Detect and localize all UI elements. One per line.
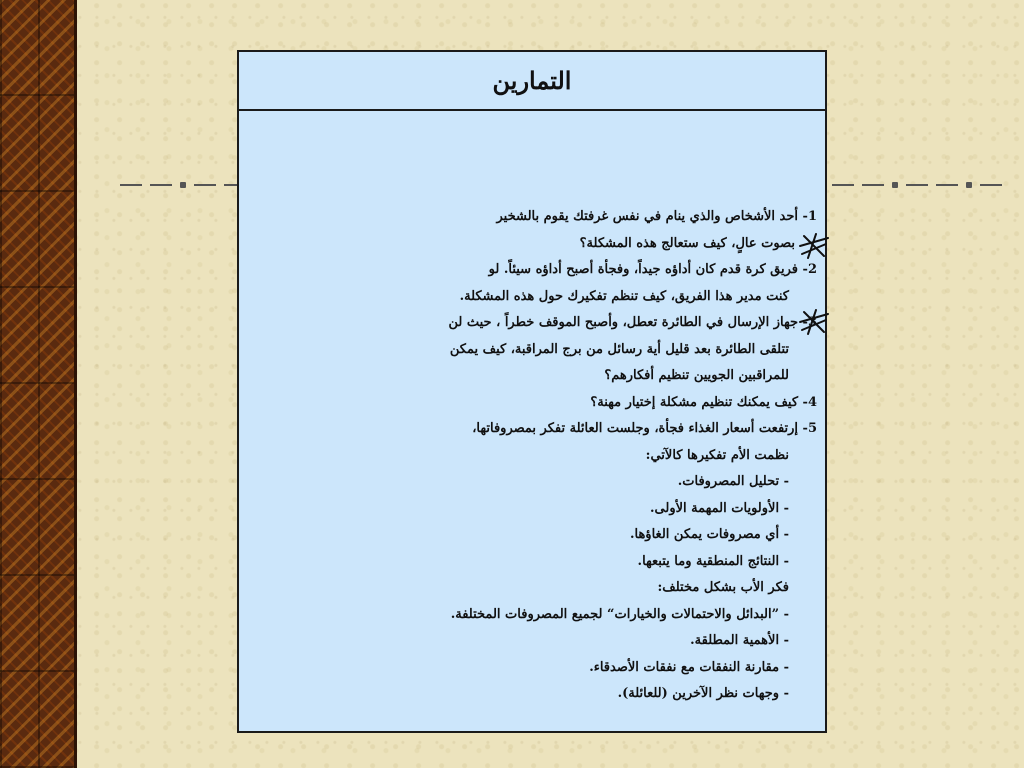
exercise-line: - تحليل المصروفات. <box>677 474 789 489</box>
exercise-line: - الأولويات المهمة الأولى. <box>650 500 789 516</box>
exercise-line: بصوت عالٍ، كيف ستعالج هذه المشكلة؟ <box>579 235 795 251</box>
pen-annotation-icon <box>798 308 830 336</box>
exercise-line: 1- أحد الأشخاص والذي ينام في نفس غرفتك يقوم بالشخير <box>496 209 817 224</box>
exercise-line: - النتائج المنطقية وما يتبعها. <box>637 553 789 569</box>
exercise-line: - أي مصروفات يمكن الغاؤها. <box>629 527 789 542</box>
pen-annotation-icon <box>798 232 830 260</box>
exercise-line: نظمت الأم تفكيرها كالآتي: <box>645 447 789 463</box>
exercise-line: - الأهمية المطلقة. <box>690 633 789 648</box>
panel-header <box>239 52 825 111</box>
exercise-panel <box>237 50 827 733</box>
exercise-line: 2- فريق كرة قدم كان أداؤه جيداً، وفجأة أصبح أداؤه سيئاً. لو <box>488 262 817 277</box>
exercise-line: - ”البدائل والاحتمالات والخيارات“ لجميع المصروفات المختلفة. <box>450 606 789 622</box>
decorative-dashed-line-right <box>832 182 1002 188</box>
decorative-side-strip <box>0 0 77 768</box>
exercise-line: للمراقبين الجويين تنظيم أفكارهم؟ <box>604 368 789 383</box>
exercise-line: كنت مدير هذا الفريق، كيف تنظم تفكيرك حول هذه المشكلة. <box>459 288 789 304</box>
exercise-list <box>259 204 817 708</box>
slide-title: التمارين <box>492 66 572 95</box>
exercise-line: - مقارنة النفقات مع نفقات الأصدقاء. <box>589 659 789 675</box>
exercise-line: 4- كيف يمكنك تنظيم مشكلة إختيار مهنة؟ <box>590 394 817 410</box>
exercise-line: - وجهات نظر الآخرين (للعائلة). <box>617 686 789 701</box>
exercise-line: 5- إرتفعت أسعار الغذاء فجأة، وجلست العائلة تفكر بمصروفاتها، <box>472 421 817 436</box>
exercise-line: تتلقى الطائرة بعد قليل أية رسائل من برج المراقبة، كيف يمكن <box>449 341 789 357</box>
exercise-line: 3- جهاز الإرسال في الطائرة تعطل، وأصبح الموقف خطراً ، حيث لن <box>448 315 817 330</box>
exercise-line: فكر الأب بشكل مختلف: <box>657 580 789 595</box>
